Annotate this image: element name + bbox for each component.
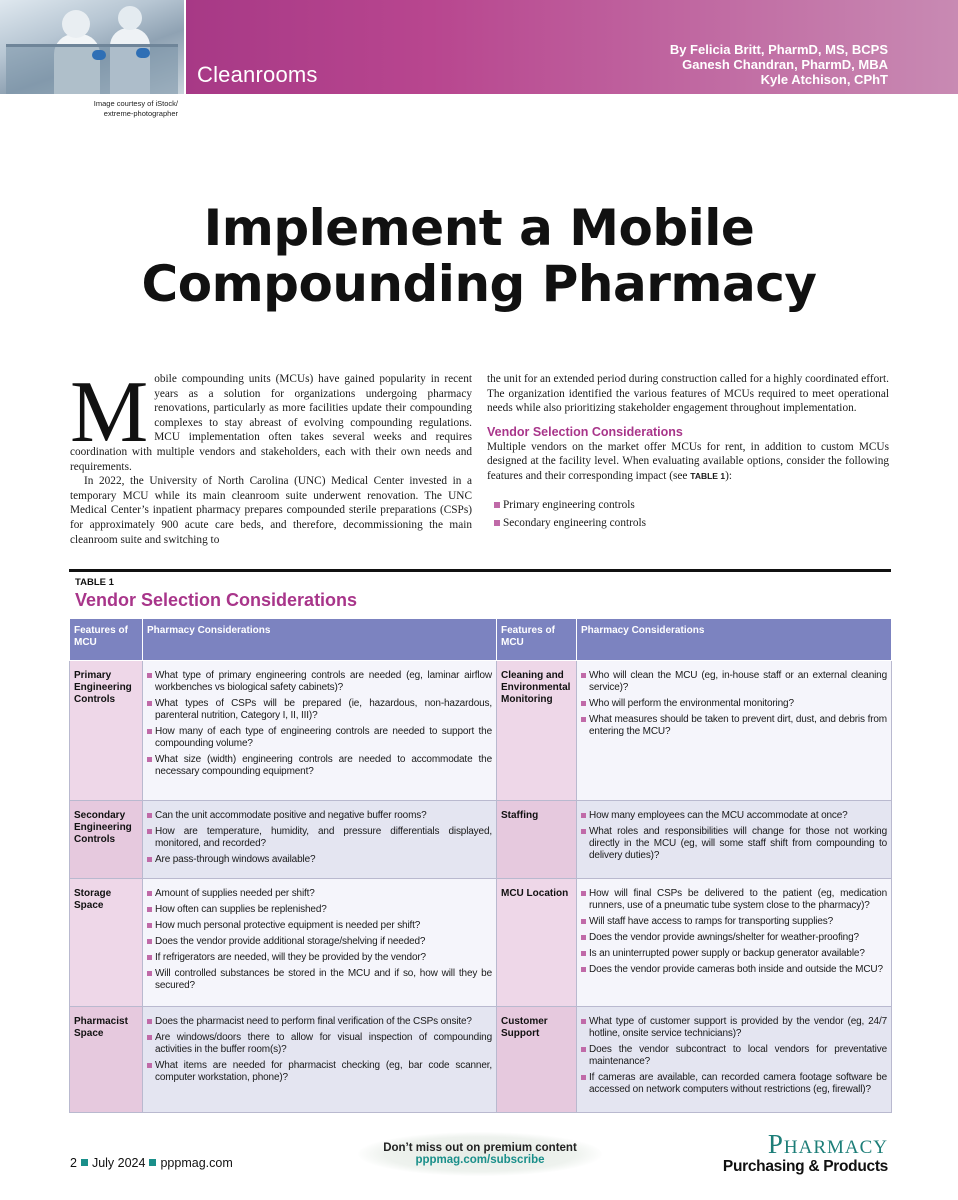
considerations-cell [143,801,497,879]
list-item: How many of each type of engineering controls are needed to support the compounding volume? [147,726,492,750]
list-item: Is an uninterrupted power supply or backup generator available? [581,948,887,960]
list-item: How are temperature, humidity, and pressure differentials displayed, monitored, and recorded? [147,826,492,850]
body-paragraph: the unit for an extended period during construction called for a highly coordinated effort. The organization identified the various features of MCUs required to meet operational needs while also prioritizing stakeholder engagement throughout implementation. [487,373,889,415]
feature-cell: MCU Location [497,879,577,1007]
list-item: If cameras are available, can recorded camera footage software be accessed on network computers without restrictions (eg, firewall)? [581,1072,887,1096]
list-item: Amount of supplies needed per shift? [147,888,492,900]
subscribe-promo[interactable] [358,1132,602,1176]
table-row [70,801,892,879]
page-number: 2 [70,1156,77,1170]
feature-cell: Cleaning and Environmental Monitoring [497,661,577,801]
list-item: If refrigerators are needed, will they be provided by the vendor? [147,952,492,964]
author-bylines [670,42,888,87]
list-item: Who will clean the MCU (eg, in-house staff or an external cleaning service)? [581,670,887,694]
intro-paragraph: Mobile compounding units (MCUs) have gained popularity in recent years as a solution for organizations undergoing pharmacy renovations, particularly as more facilities update their compounding complexes to stay abreast of evolving compounding regulations. MCU implementation often takes several weeks and requires coordination with multiple vendors and stakeholders, each with their own needs and requirements. [70,364,472,473]
section-label: Cleanrooms [197,62,318,87]
considerations-cell [143,879,497,1007]
vendor-table [69,569,891,1108]
column-header: Pharmacy Considerations [143,619,497,661]
body-paragraph: In 2022, the University of North Carolina (UNC) Medical Center invested in a temporary MCU while its main cleanroom suite underwent renovation. The UNC Medical Center’s inpatient pharmacy prepares compounded sterile preparations (CSPs) for approximately 900 acute care beds, and therefore, decommissioning the main cleanroom suite and switching to [70,475,472,546]
header-banner [0,0,958,94]
list-item: Who will perform the environmental monitoring? [581,698,887,710]
feature-bullet-list [487,496,889,532]
list-item: How many employees can the MCU accommodate at once? [581,810,887,822]
considerations-cell [577,879,892,1007]
subscribe-link[interactable]: pppmag.com/subscribe [415,1154,545,1166]
table-row [70,1007,892,1113]
column-header: Features of MCU [497,619,577,661]
list-item: Will controlled substances be stored in the MCU and if so, how will they be secured? [147,968,492,992]
publication-logo [706,1130,888,1178]
promo-text: Don’t miss out on premium content [383,1142,577,1154]
considerations-cell [577,801,892,879]
feature-cell: Secondary Engineering Controls [70,801,143,879]
column-header: Pharmacy Considerations [577,619,892,661]
list-item: What measures should be taken to prevent dirt, dust, and debris from entering the MCU? [581,714,887,738]
list-item: Are pass-through windows available? [147,854,492,866]
list-item: Will staff have access to ramps for transporting supplies? [581,916,887,928]
list-item: What type of primary engineering controls are needed (eg, laminar airflow workbenches vs biological safety cabinets)? [147,670,492,694]
feature-cell: Staffing [497,801,577,879]
list-item: Does the vendor subcontract to local vendors for preventative maintenance? [581,1044,887,1068]
table-title: Vendor Selection Considerations [75,590,358,610]
list-item: What size (width) engineering controls are needed to accommodate the necessary compounding equipment? [147,754,492,778]
table-reference-link[interactable]: TABLE 1 [690,470,726,481]
logo-bottom-text: Purchasing & Products [722,1158,888,1175]
considerations-cell [577,661,892,801]
site-link[interactable]: pppmag.com [160,1156,233,1170]
list-item: What items are needed for pharmacist checking (eg, bar code scanner, computer workstation, phone)? [147,1060,492,1084]
body-column-left [70,364,472,547]
photo-credit: Image courtesy of iStock/ extreme-photographer [93,99,178,118]
list-item: Does the pharmacist need to perform final verification of the CSPs onsite? [147,1016,492,1028]
drop-cap: M [70,364,149,461]
list-item: Can the unit accommodate positive and negative buffer rooms? [147,810,492,822]
table-row [70,661,892,801]
list-item: Does the vendor provide awnings/shelter for weather-proofing? [581,932,887,944]
issue-date: July 2024 [91,1156,146,1170]
square-bullet-icon [81,1159,88,1166]
list-item: Does the vendor provide additional storage/shelving if needed? [147,936,492,948]
page-footer [70,1156,233,1170]
body-column-right [487,372,889,532]
considerations-cell [577,1007,892,1113]
subheading: Vendor Selection Considerations [487,424,683,439]
list-item: What type of customer support is provided by the vendor (eg, 24/7 hotline, onsite service technicians)? [581,1016,887,1040]
feature-cell: Customer Support [497,1007,577,1113]
list-item: How will final CSPs be delivered to the patient (eg, medication runners, use of a pneumatic tube system close to the pharmacy)? [581,888,887,912]
author-line: Ganesh Chandran, PharmD, MBA [682,57,888,72]
author-line: By Felicia Britt, PharmD, MS, BCPS [669,42,888,57]
article-title: Implement a Mobile Compounding Pharmacy [141,199,817,313]
table-header-row [70,619,892,661]
list-item: How much personal protective equipment is needed per shift? [147,920,492,932]
list-item: What roles and responsibilities will change for those not working directly in the MCU (eg, will some staff shift from compounding to delivery duties)? [581,826,887,862]
table-label: TABLE 1 [75,577,114,588]
feature-cell: Storage Space [70,879,143,1007]
list-item: Primary engineering controls [503,496,889,514]
author-line: Kyle Atchison, CPhT [760,72,888,87]
list-item: Secondary engineering controls [503,514,889,532]
column-header: Features of MCU [70,619,143,661]
feature-cell: Pharmacist Space [70,1007,143,1113]
list-item: How often can supplies be replenished? [147,904,492,916]
table-row [70,879,892,1007]
square-bullet-icon [149,1159,156,1166]
considerations-cell [143,1007,497,1113]
considerations-table [69,618,892,1113]
list-item: Does the vendor provide cameras both inside and outside the MCU? [581,964,887,976]
cleanroom-photo [0,0,186,94]
list-item: What types of CSPs will be prepared (ie, hazardous, non-hazardous, parenteral nutrition, Category I, II, III)? [147,698,492,722]
body-paragraph: Multiple vendors on the market offer MCUs for rent, in addition to custom MCUs designed at the facility level. When evaluating available options, consider the following features and their corresponding impact (see TABLE 1): [487,440,889,482]
considerations-cell [143,661,497,801]
feature-cell: Primary Engineering Controls [70,661,143,801]
list-item: Are windows/doors there to allow for visual inspection of compounding activities in the buffer room(s)? [147,1032,492,1056]
logo-top-text: Pharmacy [767,1129,888,1159]
